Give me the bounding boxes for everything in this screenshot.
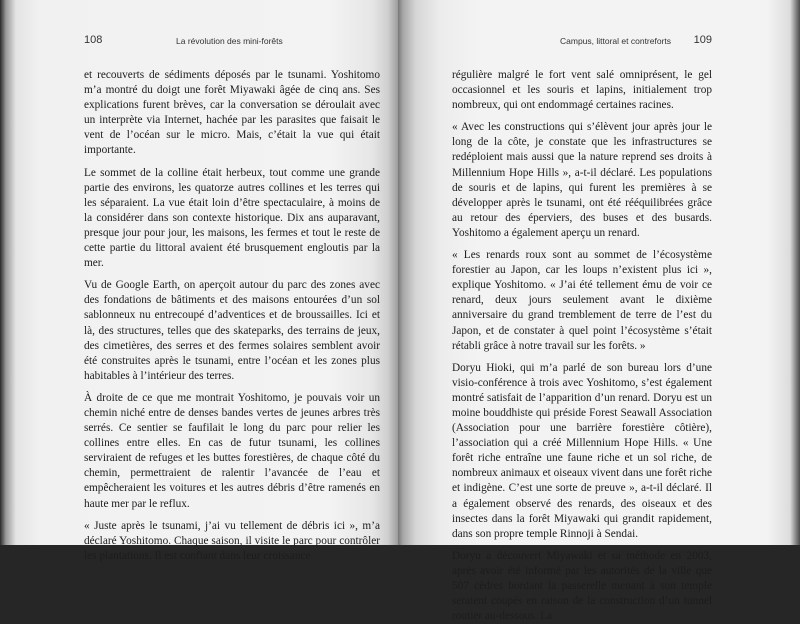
paragraph: « Avec les constructions qui s’élèvent jour après jour le long de la côte, je constate que les infrastructures se redéploient mais aussi que la nature reprend ses droits à Millennium Hope Hills », a-t-il déclaré. Les populations de souris et de lapins, qui furent les premières à se développer après le tsunami, ont été rééquilibrées grâce au retour des éperviers, des buses et des busards. Yoshitomo a également aperçu un renard. xyxy=(452,121,712,239)
paragraph: Vu de Google Earth, on aperçoit autour du parc des zones avec des fondations de bâtiments et des maisons entourées d’un sol sablonneux nu entrecoupé d’adventices et de broussailles. Ici et là, des structures, telles que des skateparks, des terrains de jeux, des cimetières, des serres et des fermes solaires semblent avoir été construites après le tsunami, entre l’océan et les zones plus habitables à l’intérieur des terres. xyxy=(84,279,380,382)
left-page-header xyxy=(84,30,380,52)
running-head: Campus, littoral et contreforts xyxy=(560,36,672,46)
left-page-body xyxy=(84,68,380,564)
paragraph: À droite de ce que me montrait Yoshitomo, je pouvais voir un chemin niché entre de denses bandes vertes de jeunes arbres très serrés. Ce sentier se faufilait le long du parc pour relier les collines entre elles. En cas de futur tsunami, les collines serviraient de refuges et les buttes forestières, de chaque côté du chemin, permettraient de ralentir l’avancée de l’eau et empêcheraient les voitures et les autres débris d’être ramenés en haute mer par le reflux. xyxy=(84,391,380,510)
paragraph: Doryu Hioki, qui m’a parlé de son bureau lors d’une visio-conférence à trois avec Yoshitomo, s’est également montré satisfait de l’apparition d’un renard. Doryu est un moine bouddhiste qui préside Forest Seawall Association (Association pour une barrière forestière côtière), l’association qui a créé Millennium Hope Hills. « Une forêt riche entraîne une faune riche et un sol riche, de nombreux animaux et oiseaux vivent dans une forêt riche et indigène. C’est une sorte de preuve », a-t-il déclaré. Il a également observé des renards, des oiseaux et des insectes dans la forêt Miyawaki qui grandit rapidement, dans son propre temple Rinnoji à Sendai. xyxy=(452,361,712,540)
page-number: 108 xyxy=(84,34,103,46)
left-page xyxy=(0,0,398,562)
paragraph: Doryu a découvert Miyawaki et sa méthode en 2003, après avoir été informé par les autorités de la ville que 507 cèdres bordant la passerelle menant à son temple seraient coupés en raison de la construction d’un tunnel routier au-dessous. La xyxy=(452,549,712,623)
paragraph: et recouverts de sédiments déposés par le tsunami. Yoshitomo m’a montré du doigt une forêt Miyawaki âgée de cinq ans. Ses explications furent brèves, car la conversation se déroulait avec un interprète via Internet, hachée par les parasites que faisait le vent de l’océan sur le micro. Mais, c’était la vue qui était importante. xyxy=(84,69,380,157)
page-number: 109 xyxy=(693,34,712,46)
paragraph: régulière malgré le fort vent salé omniprésent, le gel occasionnel et les souris et lapins, initialement trop nombreux, qui ont endommagé certaines racines. xyxy=(452,69,712,112)
right-page-body xyxy=(452,68,712,624)
running-head: La révolution des mini-forêts xyxy=(176,36,283,46)
right-page-header xyxy=(452,30,712,52)
right-page xyxy=(398,0,800,623)
paragraph: « Les renards roux sont au sommet de l’écosystème forestier au Japon, car les loups n’existent plus ici », explique Yoshitomo. « J’ai été tellement ému de voir ce renard, deux jours seulement avant le dixième anniversaire du grand tremblement de terre de l’est du Japon, et de constater à quel point l’écosystème s’était rétabli grâce à notre travail sur les forêts. » xyxy=(452,249,712,352)
paragraph: Le sommet de la colline était herbeux, tout comme une grande partie des environs, les quatorze autres collines et les terres qui les séparaient. La vue était loin d’être spectaculaire, à moins de la considérer dans son contexte historique. Dix ans auparavant, presque jour pour jour, les maisons, les fermes et tout le reste de cette partie du littoral avaient été brusquement engloutis par la mer. xyxy=(84,166,380,270)
paragraph: « Juste après le tsunami, j’ai vu tellement de débris ici », m’a déclaré Yoshitomo. Chaque saison, il visite le parc pour contrôler les plantations. Il est confiant dans leur croissance xyxy=(84,519,380,562)
